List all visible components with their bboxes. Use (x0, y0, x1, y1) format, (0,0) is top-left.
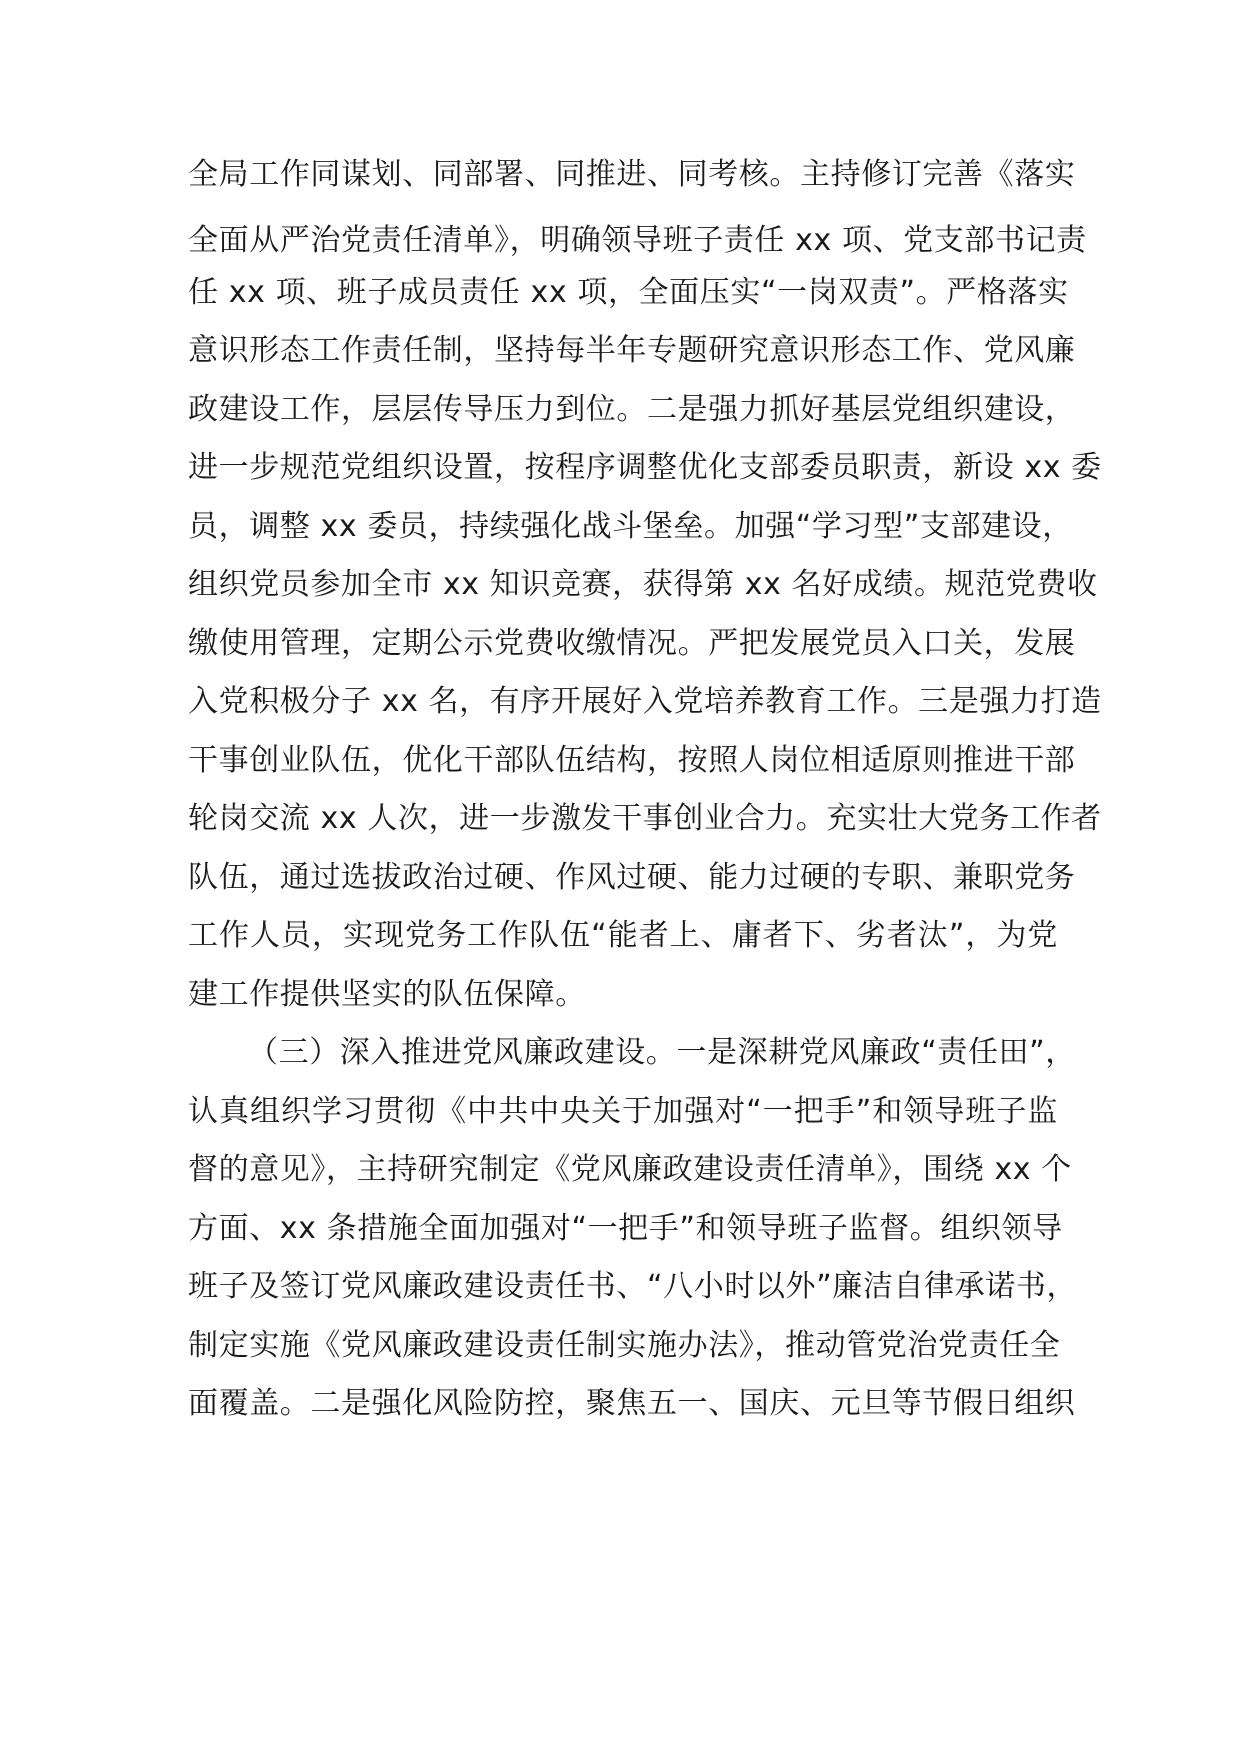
body-text-line: 政建设工作，层层传导压力到位。二是强力抓好基层党组织建设， (188, 392, 1076, 427)
body-text-line: 班子及签订党风廉政建设责任书、“八小时以外”廉洁自律承诺书， (188, 1269, 1078, 1304)
body-text-line: 认真组织学习贯彻《中共中央关于加强对“一把手”和领导班子监 (188, 1094, 1058, 1129)
body-text-line: 督的意见》，主持研究制定《党风廉政建设责任清单》，围绕 xx 个 (188, 1152, 1072, 1187)
section-heading-line: （三）深入推进党风廉政建设。一是深耕党风廉政“责任田”， (248, 1035, 1076, 1070)
body-text-line: 方面、xx 条措施全面加强对“一把手”和领导班子监督。组织领导 (188, 1211, 1063, 1246)
body-text-line: 入党积极分子 xx 名，有序开展好入党培养教育工作。三是强力打造 (188, 684, 1102, 719)
body-text-line: 全面从严治党责任清单》，明确领导班子责任 xx 项、党支部书记责 (188, 223, 1087, 258)
body-text-line: 干事创业队伍，优化干部队伍结构，按照人岗位相适原则推进干部 (188, 743, 1076, 778)
body-text-line: 制定实施《党风廉政建设责任制实施办法》，推动管党治党责任全 (188, 1328, 1061, 1363)
body-text-line: 进一步规范党组织设置，按程序调整优化支部委员职责，新设 xx 委 (188, 450, 1102, 485)
body-text-line: 工作人员，实现党务工作队伍“能者上、庸者下、劣者汰”，为党 (188, 918, 1058, 953)
body-text-line: 面覆盖。二是强化风险防控，聚焦五一、国庆、元旦等节假日组织 (188, 1386, 1076, 1421)
body-text-line: 组织党员参加全市 xx 知识竞赛，获得第 xx 名好成绩。规范党费收 (188, 567, 1098, 602)
body-text-line: 缴使用管理，定期公示党费收缴情况。严把发展党员入口关，发展 (188, 626, 1076, 661)
body-text-line: 轮岗交流 xx 人次，进一步激发干事创业合力。充实壮大党务工作者 (188, 801, 1102, 836)
body-text-line: 任 xx 项、班子成员责任 xx 项，全面压实“一岗双责”。严格落实 (188, 275, 1069, 310)
body-text-line: 意识形态工作责任制，坚持每半年专题研究意识形态工作、党风廉 (188, 333, 1076, 368)
body-text-line: 队伍，通过选拔政治过硬、作风过硬、能力过硬的专职、兼职党务 (188, 860, 1076, 895)
body-text-line: 全局工作同谋划、同部署、同推进、同考核。主持修订完善《落实 (188, 157, 1076, 192)
body-text-line: 建工作提供坚实的队伍保障。 (188, 977, 586, 1012)
body-text-line: 员，调整 xx 委员，持续强化战斗堡垒。加强“学习型”支部建设， (188, 509, 1073, 544)
